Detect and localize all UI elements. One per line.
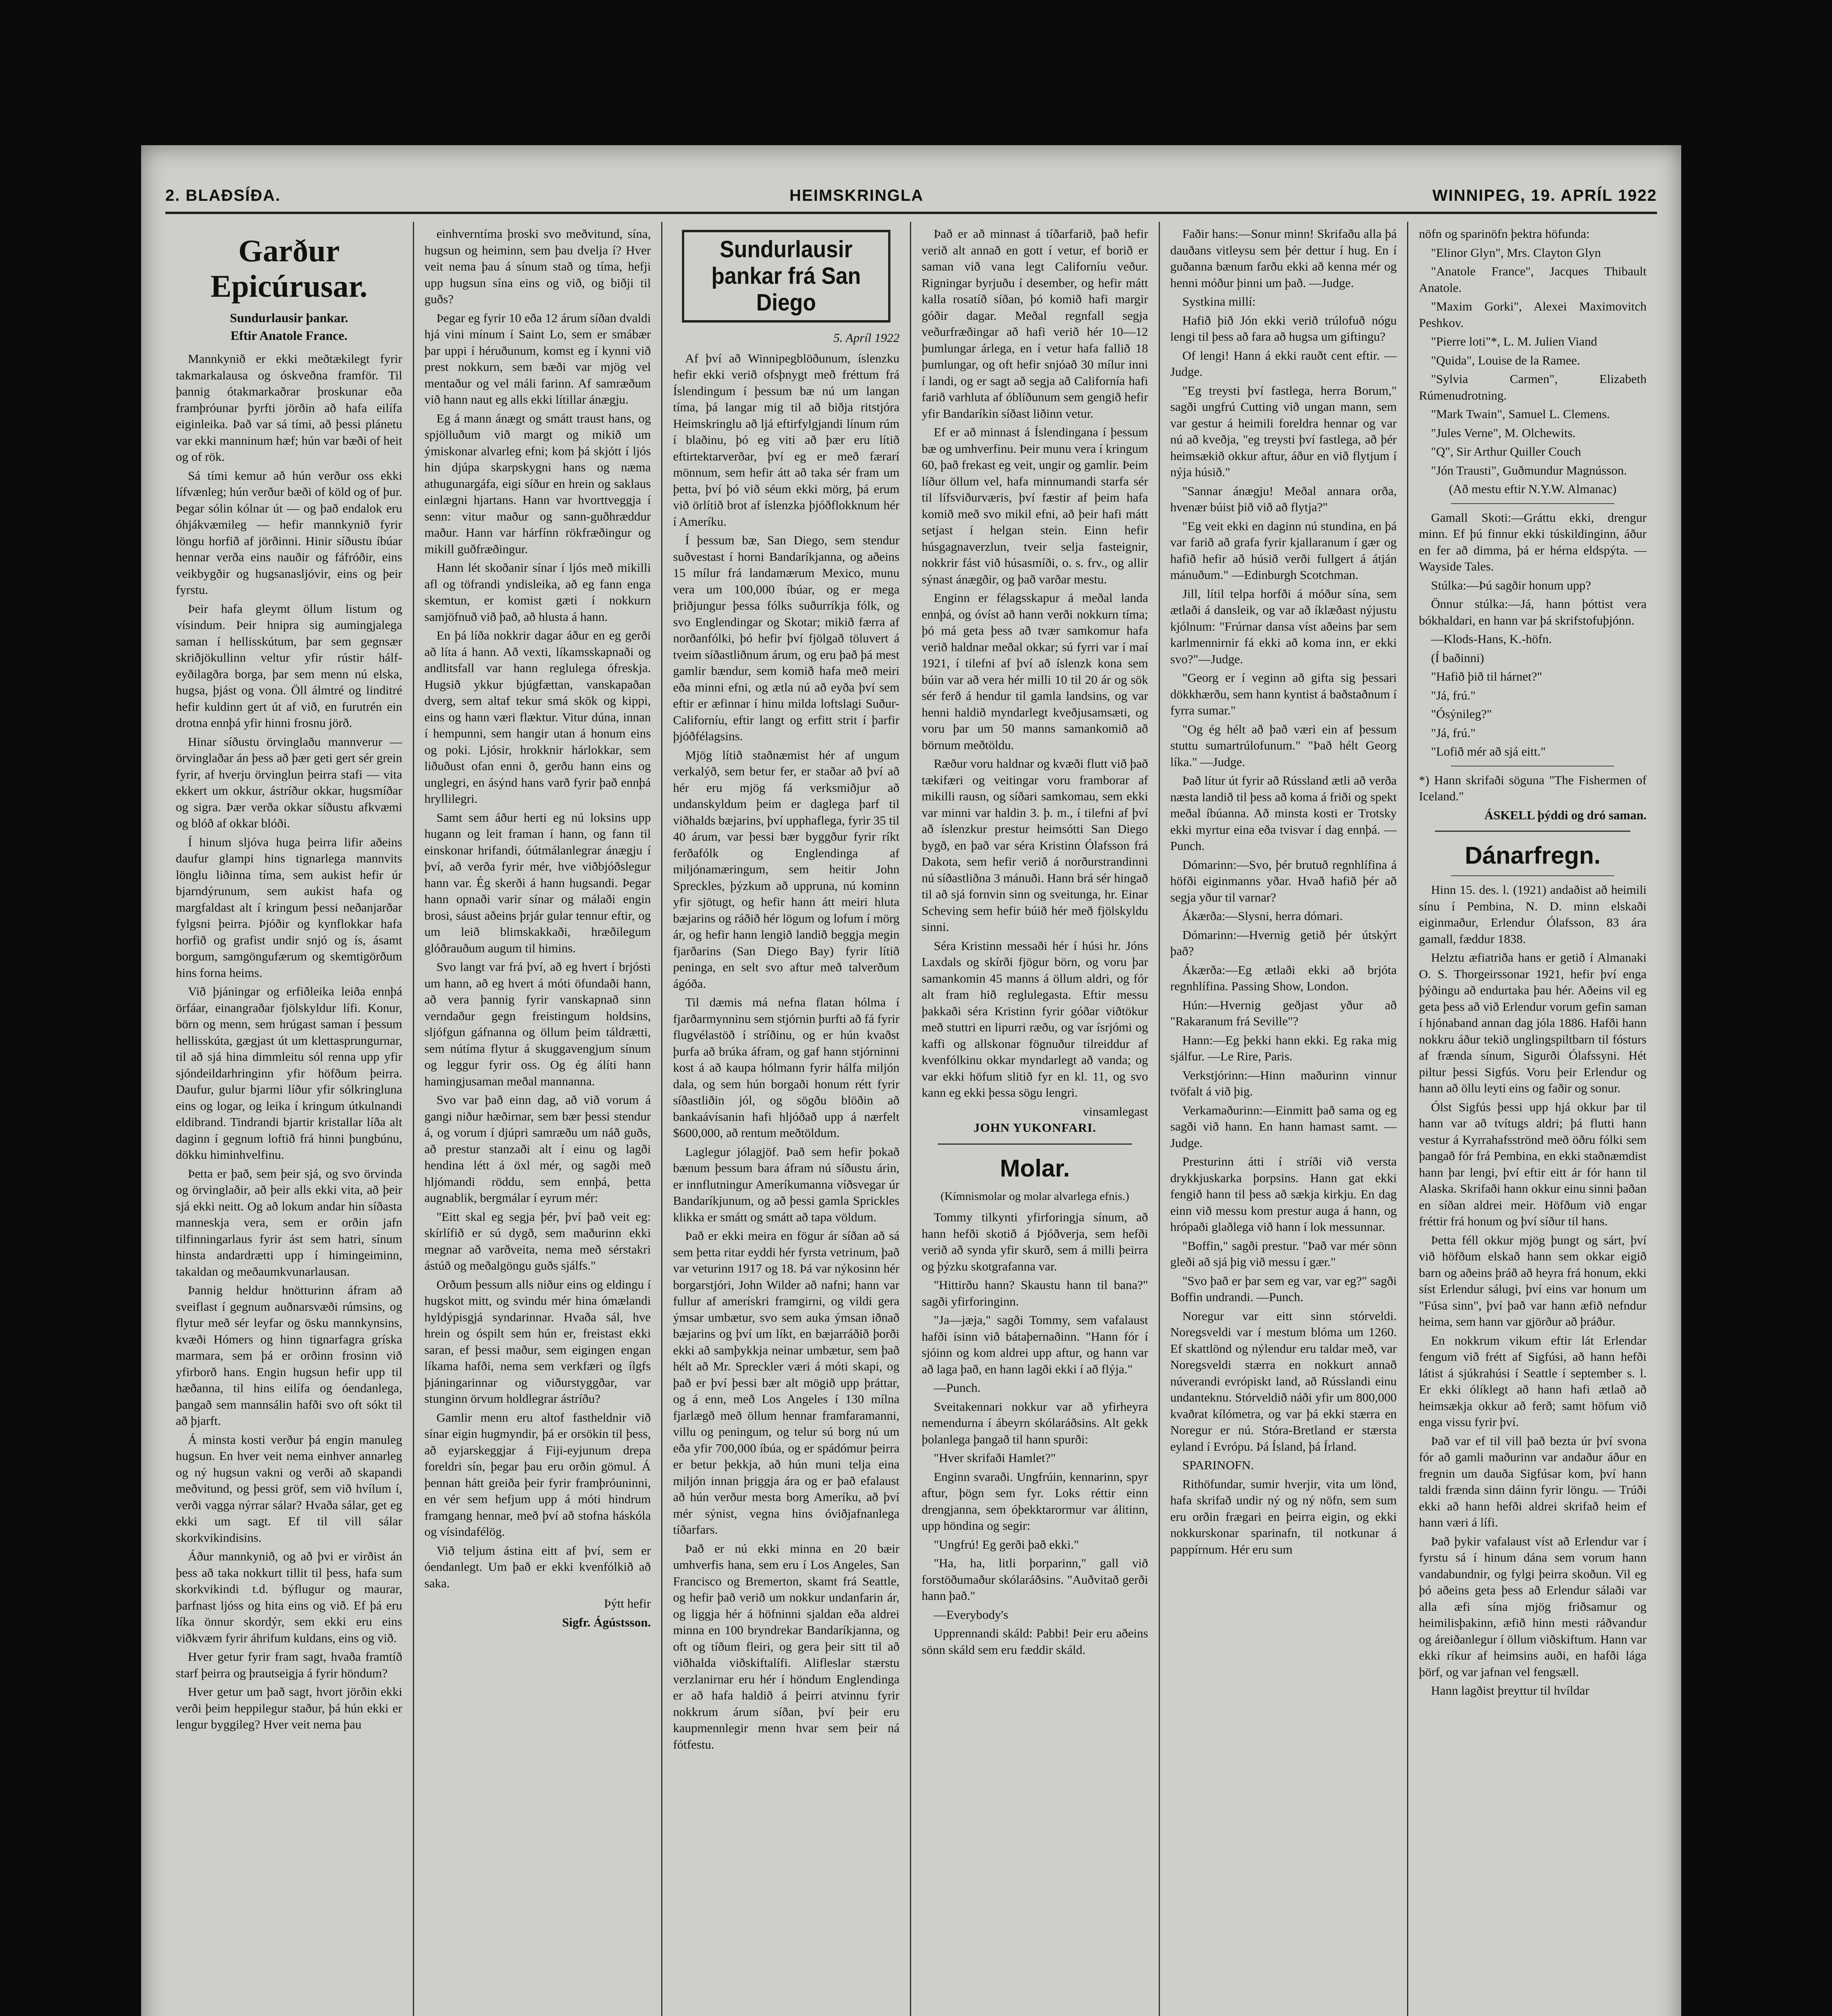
paragraph: Áður mannkynið, og að þvi er virðist án þess að taka nokkurt tillit til þess, hafa sum skorkvikindi t.d. býflugur og maurar, þarfnast ljóss og hita eins og við. Ef þá eru líka önnur skordýr, sem ekki eru eins viðkvæm fyrir áhrifum kuldans, eins og við. (176, 1549, 402, 1645)
paragraph: —Klods-Hans, K.-höfn. (1431, 632, 1552, 646)
paragraph: "Elinor Glyn", Mrs. Clayton Glyn (1431, 245, 1601, 260)
paragraph: En þá líða nokkrir dagar áður en eg gerði að líta á hann. Að vexti, líkamsskapnaði og andlitsfall var hann reglulega ófreskja. Hugsið ykkur bjúgfættan, vanskapaðan dverg, sem altaf tekur smá skök og kippi, eins og hann væri flæktur. Vitur dúna, innan í hempunni, sem hangir utan á honum eins og poki. Ljósir, hrokknir hárlokkar, sem liðuðust ofan enni ð, gerðu hann eins og unglegri, en ásýnd hans varð fyrir það ennþá hryllilegri. (424, 628, 651, 806)
paragraph: "Sylvia Carmen", Elizabeth Rúmenudrotning. (1419, 372, 1647, 402)
article-title-gardur: Garður Epicúrusar. (210, 233, 368, 304)
paragraph: "Ósýnileg?" (1431, 707, 1492, 721)
paragraph: Stúlka:—Þú sagðir honum upp? (1431, 578, 1591, 592)
paragraph: Enginn er félagsskapur á meðal landa ennþá, og óvíst að hann verði nokkurn tíma; þó má geta þess að tvær samkomur hafa verið haldnar meðal okkar; sú fyrri var í maí 1921, í tilefni af því að íslenzk kona sem búin var að vera hér milli 10 til 20 ár og sök sér ferð á hendur til gamla landsins, og var henni haldið myndarlegt kveðjusamsæti, og voru þar um 50 manns samankomið að börnum meðtöldu. (922, 591, 1148, 752)
paragraph: Það er ekki meira en fögur ár síðan að sá sem þetta ritar eyddi hér fyrsta vetrinum, það var veturinn 1917 og 18. Þá var nýkosinn hér borgarstjóri, John Wilder að nafni; hann var fullur af amerískri framgirni, og vildi gera ýmsar umbætur, svo sem auka ýmsan iðnað bæjarins og því um líkt, en bæjarráðið þorði ekki að samþykkja neinar umbætur, sem það hélt að Mr. Spreckler væri á móti skapi, og það er því þessi bær alt mögið upp þráttar, og á enn, með Los Angeles í 130 mílna fjarlægð með öllum hennar framfaramanni, villu og peningum, og telur sú borg nú um eða yfir 700,000 íbúa, og er spádómur þeirra er betur þekkja, að hún muni telja eina miljón innan þriggja ára og er það efalaust að hún verður mesta borg Ameríku, að því mér sýnist, vegna hins óviðjafnanlega tíðarfars. (673, 1229, 899, 1537)
paragraph: Ræður voru haldnar og kvæði flutt við það tækifæri og veitingar voru framborar af mikilli rausn, og síðari samkomau, sem ekki var minni var haldin 3. þ. m., í tilefni af því að íslenzkur prestur heimsótti San Diego bygð, en það var séra Kristinn Ólafsson frá Dakota, sem hefir verið á norðurstrandinni nú síðastliðna 3 mánuði. Hann brá sér hingað til að sjá fornvin sinn og sveitunga, hr. Einar Scheving sem hefir búið hér með fjölskyldu sinni. (922, 756, 1148, 934)
paragraph: Verkamaðurinn:—Einmitt það sama og eg sagði við hann. En hann hamast samt. —Judge. (1170, 1103, 1397, 1150)
signature: JOHN YUKONFARI. (973, 1120, 1096, 1135)
paragraph: Laglegur jólagjöf. Það sem hefir þokað bænum þessum bara áfram nú síðustu árin, er innflutningur Ameríkumanna víðsvegar úr Bandaríkjunum, og að þessi gamla Sprickles klikka er smátt og smátt að tapa völdum. (673, 1144, 899, 1224)
molar-body (922, 1209, 1148, 1658)
paragraph: Rithöfundar, sumir hverjir, vita um lönd, hafa skrifað undir ný og ný nöfn, sem sum eru orðin frægari en þeirra eigin, og ekki nokkurskonar sparinafn, til notkunar á pappírnum. Hér eru sum (1170, 1477, 1397, 1556)
paragraph: Það er nú ekki minna en 20 bæir umhverfis hana, sem eru í Los Angeles, San Francisco og Bremerton, skamt frá Seattle, og hefir það verið um nokkur undanfarin ár, og liggja hér á höfninni sjaldan eða aldrei minna en 100 bryndrekar Bandaríkjanna, og oft og tíðum fleiri, og gera þeir sitt til að viðhalda viðskiftalífi. Alifleslar stærstu verzlanirnar eru hér í höndum Englendinga er að hafa haldið á þeirri atvinnu fyrir nokkrum árum síðan, því þeir eru kaupmennlegir menn hvar sem þeir ná fótfestu. (673, 1541, 899, 1752)
paragraph: "Boffin," sagði prestur. "Það var mér sönn gleði að sjá þig við messu í gær." (1170, 1238, 1397, 1269)
paragraph: Þetta féll okkur mjög þungt og sárt, því við höfðum elskað hann sem okkar eigið barn og aðeins þráð að heyra frá honum, ekki síst Erlendur sálugi, því eins var honum um "Fúsa sinn", því það var hann æfið nefndur heima, sem hann var gjörður að þráður. (1419, 1233, 1647, 1329)
divider (1451, 875, 1614, 876)
paragraph: Orðum þessum alls niður eins og eldingu í hugskot mitt, og svindu mér hina ómælandi hyldýpisgjá syndarinnar. Hvaða sál, hve hrein og óspilt sem hún er, freistast ekki saran, ef þessi maður, sem eigingen engan líkama hafði, nema sem verkfæri og ílgfs þjáningarinnar og viðurstyggðar, var stunginn örvum holdlegrar ástríðu? (424, 1277, 651, 1406)
paragraph: Hinar síðustu örvinglaðu mannverur — örvinglaðar án þess að þær geti gert sér grein fyrir, af hverju örvinglun þeirra stafi — vita ekkert um okkur, ástríður okkar, hugsmíðar og sigra. Þær verða okkar síðustu afkvæmi og blóð af okkar blóði. (176, 734, 402, 830)
article-author: Eftir Anatole France. (230, 328, 348, 343)
paragraph: Það þykir vafalaust víst að Erlendur var í fyrstu sá í hinum dána sem vorum hann vandabundnir, og fylgi þeirra skoðun. Vil eg þó aðeins geta þess að Erlendur sálaði var alla æfi sína mjög friðsamur og heimilisþakinn, æfið hinn mesti ráðvandur og áreiðanlegur í öllum viðskiftum. Hann var ekki ríkur af heimsins auði, en hafði lága þörf, og var jafnan vel fengsæll. (1419, 1534, 1647, 1679)
paragraph: "Já, frú." (1431, 725, 1476, 740)
header-rule (165, 212, 1657, 214)
paragraph: Í hinum sljóva huga þeirra lifir aðeins daufur glampi hins tignarlega mannvits lönglu liðinna tíma, sem aukist hefir úr bjarndýrunum, sem aukist hafa og margfaldast alt í kringum þessi neðanjarðar fylgsni þeirra. Þjóðir og kynflokkar hafa horfið og grafist undir snjó og ís, ásamt borgum, samgöngufærum og skemtigörðum hins forna heims. (176, 835, 402, 980)
paragraph: Presturinn átti í stríði við versta drykkjuskarka þorpsins. Hann gat ekki fengið hann til þess að sækja kirkju. En dag einn við messu kom prestur auga á hann, og hrópaði glaðlega við hann í lok messunnar. (1170, 1154, 1397, 1234)
paragraph: Eg á mann ánægt og smátt traust hans, og spjölluðum við margt og mikið um ýmiskonar alvarleg efni; kom þá skjótt í ljós hin djúpa skarpskygni hans og næma athugunargáfa, eigi síður en hrein og saklaus einlægni hjartans. Hann var hvorttveggja í senn: vitur maður og sann-guðhræddur maður. Hann var hárfínn rökfræðingur og mikill guðfræðingur. (424, 411, 651, 556)
paragraph: (Í baðinni) (1431, 650, 1484, 665)
paragraph: "Georg er í veginn að gifta sig þessari dökkhærðu, sem hann kyntist á baðstaðnum í fyrra sumar." (1170, 671, 1397, 717)
paragraph: Verkstjórinn:—Hinn maðurinn vinnur tvöfalt á við þig. (1170, 1068, 1397, 1098)
jokes-body (1170, 226, 1397, 1558)
column-4 (911, 222, 1160, 2016)
page-number: 2. BLAÐSÍÐA. (165, 186, 281, 204)
paragraph: Önnur stúlka:—Já, hann þóttist vera bókhaldari, en hann var þá skrifstofuþjónn. (1419, 597, 1647, 627)
paragraph: "Jón Trausti", Guðmundur Magnússon. (1431, 463, 1627, 477)
column-2 (414, 222, 663, 2016)
paragraph: Af því að Winnipegblöðunum, íslenzku hefir ekki verið ofsþnygt með fréttum frá Íslendingum í þessum bæ nú um langan tíma, þá langar mig til að biðja ritstjóra Heimskringlu að ljá eftirfylgjandi línum rúm í blaðinu, þó eg viti að þær eru lítið eftirtektarverðar, því eg er með færarí mönnum, sem hefir átt að taka sér fram um þetta, því þó við séum ekki mörg, þá erum við örlítið brot af íslenzka þjóðflokknum hér í Ameríku. (673, 351, 899, 529)
paragraph: Hinn 15. des. l. (1921) andaðist að heimili sínu í Pembina, N. D. minn elskaði eiginmaður, Erlendur Ólafsson, 83 ára gamall, fæddur 1838. (1419, 883, 1647, 946)
paragraph: Svo var það einn dag, að við vorum á gangi niður hæðirnar, sem bær þessi stendur á, og vorum í djúpri samræðu um náð guðs, að prestur stanzaði alt í einu og lagði hendina létt á öxl mér, og sagði með hljómandi röddu, sem ennþá, þetta augnablik, bergmálar í eyrum mér: (424, 1093, 651, 1205)
paragraph: Hann:—Eg þekki hann ekki. Eg raka mig sjálfur. —Le Rire, Paris. (1170, 1033, 1397, 1063)
paragraph: Séra Kristinn messaði hér í húsi hr. Jóns Laxdals og skírði fjögur börn, og voru þar samankomin 45 manns á öllum aldri, og fór alt fram hið reglulegasta. Eftir messu þakkaði séra Kristinn fyrir góðar viðtökur með stuttri en lipurri ræðu, og var ísrjómi og kaffi og allskonar fögnuður tilreiddur af kvenfólkinu okkar myndarlegt að vanda; og var ekki höfum slitið fyr en kl. 11, og svo kann eg ekki þessa sögu lengri. (922, 938, 1148, 1100)
paragraph: Jill, lítil telpa horfði á móður sína, sem ætlaði á dansleik, og var að íklæðast nýjustu kjólnum: "Frúrnar dansa víst aðeins þar sem karlmennirnir fá ekki að koma inn, er ekki svo?"—Judge. (1170, 586, 1397, 666)
paragraph: "Q", Sir Arthur Quiller Couch (1431, 444, 1581, 458)
paragraph: Hún:—Hvernig geðjast yður að "Rakaranum frá Seville"? (1170, 998, 1397, 1028)
paragraph: "Eitt skal eg segja þér, því það veit eg: skírlífið er sú dygð, sem maðurinn ekki megnar að varðveita, nema með sérstakri ástúð og meðalgöngu guðs sjálfs." (424, 1209, 651, 1272)
paragraph: Við þjáningar og erfiðleika leiða ennþá örfáar, einangraðar fjölskyldur lífi. Konur, börn og menn, sem hrúgast saman í þessum hellisskúta, gægjast út um klettasprungurnar, til að sjá hina dimmleitu sól renna upp yfir sjóndeildarhringinn yfir höfðum þeirra. Daufur, gulur bjarmi líður yfir sólkringluna eins og logar, og leika í kringum útkulnandi eldibrand. Tindrandi bjartir kristallar líða alt daginn í gegnum loftið frá hinni þungbúnu, dökku himinhvelfinu. (176, 984, 402, 1162)
paragraph: Upprennandi skáld: Pabbi! Þeir eru aðeins sönn skáld sem eru fæddir skáld. (922, 1626, 1148, 1657)
paragraph: "Eg treysti því fastlega, herra Borum," sagði ungfrú Cutting við ungan mann, sem var gestur á heimili foreldra hennar og var nú að kveðja, "eg treysti því fastlega, að þér heimsækið okkur aftur, áður en við flytjum í nýja húsið." (1170, 383, 1397, 479)
paragraph: Þeir hafa gleymt öllum listum og vísindum. Þeir hnipra sig aumingjalega saman í hellisskútum, þar sem gegnsær skriðjökullinn veltur yfir rústir hálf-eyðilagðra borga, þar sem menn nú elska, hugsa, þjást og vona. Öll álmtré og linditré hefir kuldinn gert út af við, en furutrén ein drotna ennþá yfir hinni frosnu jörð. (176, 601, 402, 730)
paragraph: "Quida", Louise de la Ramee. (1431, 353, 1580, 367)
paragraph: Ákærða:—Slysni, herra dómari. (1182, 909, 1343, 923)
paragraph: Svo langt var frá því, að eg hvert í brjósti um hann, að eg hvert á móti öfundaði hann, að vera þannig fyrir vanskapnað sinn verndaður gegn freistingum holdsins, sljófgun gáfnanna og öllum þeim táldrætti, sem nútíma flytur á skuggavengjum sínum og leggur fyrir oss. Og ég álíti hann hamingjusaman meðal mannanna. (424, 960, 651, 1088)
greeting: vinsamlegast (1083, 1104, 1148, 1118)
article-body (176, 351, 402, 1733)
column-3 (662, 222, 911, 2016)
article-title-san-diego: Sundurlausir þankar frá San Diego (682, 230, 891, 323)
paragraph: Noregur var eitt sinn stórveldi. Noregsveldi var í mestum blóma um 1260. Ef skattlönd og nýlendur eru taldar með, var Noregsveldi stærra en nokkurt annað núverandi evrópiskt land, að Rússlandi einu undanteknu. Stórveldið náði yfir um 800,000 kvaðrat kílómetra, og var þá ekki stærra en Noregur er nú. Stóra-Bretland er stærsta eyland í Evrópu. Þá Ísland, þá Írland. (1170, 1308, 1397, 1454)
jokes-body (1419, 510, 1647, 760)
paragraph: "Svo það er þar sem eg var, var eg?" sagði Boffin undrandi. —Punch. (1170, 1273, 1397, 1304)
paragraph: "Ungfrú! Eg gerði það ekki." (934, 1537, 1079, 1552)
paragraph: Faðir hans:—Sonur minn! Skrifaðu alla þá dauðans vitleysu sem þér dettur í hug. En í guðanna bænum farðu ekki að kenna mér og henni móður þinni um það. —Judge. (1170, 227, 1397, 290)
paragraph: "Hafið þið til hárnet?" (1431, 669, 1543, 683)
paragraph: Þegar eg fyrir 10 eða 12 árum síðan dvaldi hjá vini mínum í Saint Lo, sem er smábær þar uppi í héruðunum, komst eg í kynni við prest nokkurn, sem bæði var mjög vel mentaður og vel máli farinn. Af samræðum við hann naut eg alls ekki lítillar ánægju. (424, 310, 651, 406)
paragraph: Þetta er það, sem þeir sjá, og svo örvinda og örvinglaðir, að þeir alls ekki vita, að þeir sjá ekki neitt. Og að lokum andar hin síðasta manneskja vera, sem er orðin jafn tilfinningarlaus fyrir ást sem hatri, sínum hinsta andardrætti upp í himingeiminn, takaldan og meðaumkvunarlausan. (176, 1166, 402, 1279)
paragraph: "Hittirðu hann? Skaustu hann til bana?" sagði yfirforinginn. (922, 1278, 1148, 1308)
section-note: (Kímnismolar og molar alvarlega efnis.) (940, 1189, 1129, 1203)
divider (1435, 831, 1630, 832)
column-6 (1408, 222, 1657, 2016)
paragraph: Á minsta kosti verður þá engin manuleg hugsun. En hver veit nema einhver annarleg og ný hugsun vakni og verði að skapandi meðvitund, og þessi gröf, sem við hvílum í, verði vagga nýrrar sálar? Hvaða sálar, get eg ekki um sagt. Ef til vill sálar skorkvikindisins. (176, 1432, 402, 1545)
paragraph: Mannkynið er ekki meðtækilegt fyrir takmarkalausa og óskveðna framför. Til þannig ótakmarkaðrar þroskunar eða framþróunar þyrfti jörðin að hafa eilífa eiginleika. Það var sá tími, að þessi plánetu var ekki manninum hæf; hún var bæði of heit og of rök. (176, 352, 402, 464)
paragraph: SPARINOFN. (1182, 1458, 1254, 1472)
obituary-body (1419, 882, 1647, 1699)
column-1 (165, 222, 414, 2016)
column-5 (1160, 222, 1409, 2016)
paragraph: Þannig heldur hnötturinn áfram að sveiflast í gegnum auðnarsvæði rúmsins, og flytur með sér leyfar og ösku mannkynsins, kvæði Hómers og hinn tignarfagra gríska marmara, sem þá er orðinn frosinn við yfirborð hans. Engin hugsun hefir upp til hæðanna, til hins eilífa og óendanlega, þangað sem mannsálin hafði svo oft sókt til að þjarft. (176, 1283, 402, 1428)
signature-intro: Þýtt hefir (604, 1596, 651, 1610)
paragraph: "Eg veit ekki en daginn nú stundina, en þá var farið að grafa fyrir kjallaranum í gær og hafið hefir að húsið verði fullgert á átján mánuðum." —Edinburgh Scotchman. (1170, 519, 1397, 582)
paragraph: Ólst Sigfús þessi upp hjá okkur þar til hann var að tvítugs aldri; þá flutti hann vestur á Kyrrahafsströnd með öðru fólki sem þangað fór frá Pembina, en ekki staðnæmdist hann þar lengi, því eftir eitt ár fór hann til Alaska. Skrifaði hann okkur einu sinni þaðan en síðan aldrei meir. Höfðum við engar fréttir frá honum og því síður til hans. (1419, 1100, 1647, 1228)
issue-date: WINNIPEG, 19. APRÍL 1922 (1432, 186, 1657, 204)
paragraph: Til dæmis má nefna flatan hólma í fjarðarmynninu sem stjórnin þurfti að fá fyrir flugvélastöð í stríðinu, og er hún kvaðst þurfa að brúka áfram, og gaf hann stjórninni kost á að kaupa hólmann fyrir hálfa miljón dala, og sem hún borgaði honum rétt fyrir síðastliðin jól, og sögðu blöðin að bankaávísanin hafi hljóðað upp á nærfelt $600,000, að rentum meðtöldum. (673, 995, 899, 1140)
paragraph: Gamall Skoti:—Gráttu ekki, drengur minn. Ef þú finnur ekki túskildinginn, áður en fer að dimma, þá er hérna eldspýta. —Wayside Tales. (1419, 510, 1647, 573)
paragraph: "Hver skrifaði Hamlet?" (934, 1451, 1056, 1465)
paragraph: Við teljum ástina eitt af því, sem er óendanlegt. Um það er ekki kvenfólkið að saka. (424, 1543, 651, 1590)
paragraph: "Ja—jæja," sagði Tommy, sem vafalaust hafði ísinn við bátaþernaðinn. "Hann fór í sjóinn og kom aldrei upp aftur, og hann var að laga það, en hann lagði ekki í að flýja." (922, 1313, 1148, 1376)
newspaper-page (141, 145, 1681, 2016)
paragraph: Helztu æfiatriða hans er getið í Almanaki O. S. Thorgeirssonar 1921, hefir því enga þýðingu að endurtaka þau hér. Aðeins vil eg geta þess að við Erlendur vorum gefin saman í hjónaband annan dag jóla 1886. Hafði hann nokkru áður tekið unglingspiltbarn til fósturs af frænda sínum, Sigurði Ólafssyni. Hét piltur þessi Sigfús. Voru þeir Erlendur og hann að öllu leyti eins og faðir og sonur. (1419, 950, 1647, 1095)
article-body (425, 226, 651, 1591)
divider (1451, 503, 1614, 504)
paragraph: Mjög lítið staðnæmist hér af ungum verkalýð, sem betur fer, er staðar að því að hér eru mjög fá verksmiðjur að undanskyldum þeim er daglega þarf til viðhalds bæjarins, því upphaflega, fyrir 35 til 40 árum, var þessi bær byggður fyrir ríkt ferðafólk og Englendinga af miljónamæringum, sem heitir John Spreckles, þýzkum að uppruna, nú kominn yfir sjötugt, og hefir hann átt meiri hluta bæjarins og ráðið hér lögum og lofum í mörg ár, og hefir hann lengið landið beggja megin fjarðarins (San Diego Bay) fyrir lítið peninga, en selt svo aftur með talverðum ágóða. (673, 748, 899, 991)
pen-names-list (1419, 245, 1647, 479)
divider (938, 1143, 1132, 1145)
paragraph: Hann lagðist þreyttur til hvíldar (1431, 1683, 1589, 1697)
paragraph: Það lítur út fyrir að Rússland ætli að verða næsta landið til þess að koma á friði og spekt meðal íbúanna. Að minsta kosti er Trotsky ekki myrtur eina eða tvisvar í dag ennþá. —Punch. (1170, 773, 1397, 853)
paragraph: "Pierre loti"*, L. M. Julien Viand (1431, 334, 1597, 348)
paragraph: "Mark Twain", Samuel L. Clemens. (1431, 407, 1610, 421)
paragraph: "Anatole France", Jacques Thibault Anatole. (1419, 264, 1647, 295)
paragraph: Of lengi! Hann á ekki rauðt cent eftir. —Judge. (1170, 348, 1397, 379)
paragraph: "Jules Verne", M. Olchewits. (1431, 425, 1576, 440)
paragraph: Tommy tilkynti yfirforingja sínum, að hann hefði skotið á Þjóðverja, sem hefði verið að synda yfir skurð, sem á milli þeirra og þýzku skotgrafanna var. (922, 1210, 1148, 1273)
page-header (165, 181, 1657, 210)
paragraph: Það er að minnast á tíðarfarið, það hefir verið alt annað en gott í vetur, ef borið er saman við vana legt Californíu veður. Rigningar byrjuðu í desember, og hefir mátt kalla rosatíð síðan, þó komið hafi margir góðir dagar. Meðal regnfall segja veðurfræðingar að hafi verið hér 10—12 þumlungar árlega, en í vetur hafa fallið 18 þumlungar, og oft hefir snjóað 30 mílur inni í landi, og er sagt að segja að Californía hafi farið varhluta af óblíðunum sem gengið hefir yfir Bandaríkin síðast liðinn vetur. (922, 227, 1148, 421)
section-title-molar: Molar. (1000, 1154, 1070, 1182)
paragraph: einhverntíma þroski svo meðvitund, sína, hugsun og heiminn, sem þau dvelja í? Hver veit nema þau á sínum stað og tíma, hefji upp hugsun sína eins og við, og biðji til guðs? (424, 227, 651, 306)
paragraph: —Everybody's (934, 1607, 1008, 1622)
paragraph: Sá tími kemur að hún verður oss ekki lífvænleg; hún verður bæði of köld og of þur. Þegar sólin kólnar út — og það endalok eru óhjákvæmileg — hefir mannkynið fyrir löngu horfið af jörðinni. Hinir síðustu íbúar hennar verða eins nauðir og fáfróðir, eins veikbygðir og hugsanasljóvir, eins og þeir fyrstu. (176, 468, 402, 597)
article-body (922, 226, 1148, 1101)
paragraph: "Ha, ha, litli þorparinn," gall við forstöðumaður skólaráðsins. "Auðvitað gerði hann það." (922, 1556, 1148, 1603)
paragraph: "Maxim Gorki", Alexei Maximovitch Peshkov. (1419, 299, 1647, 330)
paragraph: Dómarinn:—Svo, þér brutuð regnhlífina á höfði eiginmanns yðar. Hvað hafið þér að segja yður til varnar? (1170, 857, 1397, 904)
paragraph: Dómarinn:—Hvernig getið þér útskýrt það? (1170, 927, 1397, 958)
paragraph: Samt sem áður herti eg nú loksins upp hugann og leit framan í hann, og fann til einskonar hrifandi, óútmálanlegrar ánægju í því, að verða fyrir mér, hve viðbjóðslegur hann var. Ég skerði á hann hugsandi. Þegar hann opnaði varir sínar og málaði engin brosi, sáust aðeins þrjár gular tennur eftir, og um leið blimskakkaði, hræðilegum glóðrauðum augum til himins. (424, 810, 651, 955)
paragraph: Það var ef til vill það bezta úr því svona fór að gamli maðurinn var andaður áður en fregnin um dauða Sigfúsar kom, því hann taldi frænda sinn dáinn fyrir löngu. — Trúði ekki að hann hefði aldrei skrifað heim ef hann væri á lífi. (1419, 1433, 1647, 1529)
footnote-signature: ÁSKELL þýddi og dró saman. (1484, 808, 1647, 822)
paragraph: "Lofið mér að sjá eitt." (1431, 744, 1546, 758)
dateline: 5. Apríl 1922 (833, 331, 899, 345)
paragraph: Sveitakennari nokkur var að yfirheyra nemendurna í ábeyrn skólaráðsins. Alt gekk þolanlega þangað til hann spurði: (922, 1399, 1148, 1446)
paragraph: Gamlir menn eru altof fastheldnir við sínar eigin hugmyndir, þá er orsökin til þess, að eyjarskeggjar á Fiji-eyjunum drepa foreldri sín, þegar þau eru orðin gömul. Á þennan hátt greiða þeir fyrir framþróuninni, en vér sem hefjum upp á móti hindrum framgang hennar, með því að stofna háskóla og vísindafélög. (424, 1410, 651, 1539)
paragraph: Hver getur um það sagt, hvort jörðin ekki verði þeim heppilegur staður, þá hún ekki er lengur byggileg? Hver veit nema þau (176, 1685, 402, 1731)
pen-names-source: (Að mestu eftir N.Y.W. Almanac) (1449, 482, 1617, 496)
paragraph: Ef er að minnast á Íslendingana í þessum bæ og umhverfinu. Þeir munu vera í kringum 60, það frekast eg veit, ungir og gamlir. Þeim líður öllum vel, hafa minnumandi starfa sér til lífsviðurværis, því fæstir af þeim hafa komið með svo mikil efni, að þeir hafi mátt setjast í helgan stein. Einn hefir húsgagnaverzlun, tveir selja fasteignir, nokkrir fást við húsasmíði, o. s. frv., og allir sýnast ánægðir, og það varðar mestu. (922, 425, 1148, 586)
paragraph: Systkina millí: (1182, 294, 1256, 308)
columns (165, 222, 1657, 2016)
paragraph: Hann lét skoðanir sínar í ljós með mikilli afl og töfrandi yndisleika, að eg fann enga skemtun, er komist gæti í nokkurn samjöfnuð við það, að hlusta á hann. (424, 560, 651, 624)
paragraph: Hver getur fyrir fram sagt, hvaða framtíð starf þeirra og þrautseigja á fyrir höndum? (176, 1649, 402, 1680)
masthead: HEIMSKRINGLA (789, 186, 924, 204)
paragraph: Enginn svaraði. Ungfrúin, kennarinn, spyr aftur, þögn sem fyr. Loks réttir einn drengjanna, sem óþekktarormur var álitinn, upp höndina og segir: (922, 1469, 1148, 1533)
paragraph: Ákærða:—Eg ætlaði ekki að brjóta regnhlífina. Passing Show, London. (1170, 962, 1397, 993)
paragraph: "Sannar ánægju! Meðal annara orða, hvenær búist þið við að flytja?" (1170, 483, 1397, 514)
paragraph: En nokkrum vikum eftir lát Erlendar fengum við frétt af Sigfúsi, að hann hefði látist á sjúkrahúsi í Seattle í september s. l. Er ekki ólíklegt að hann hafi ætlað að heimsækja okkur að ferð; samt höfum við enga vissu fyrir því. (1419, 1333, 1647, 1429)
pen-names-intro: nöfn og sparinöfn þektra höfunda: (1419, 227, 1590, 241)
article-body (673, 350, 899, 1753)
section-title-obituary: Dánarfregn. (1465, 842, 1601, 869)
paragraph: —Punch. (934, 1381, 981, 1395)
paragraph: Hafið þið Jón ekki verið trúlofuð nógu lengi til þess að fara að hugsa um giftingu? (1170, 313, 1397, 344)
paragraph: Í þessum bæ, San Diego, sem stendur suðvestast í horni Bandaríkjanna, og aðeins 15 mílur frá landamærum Mexico, munu vera um 100,000 íbúar, og er mega þriðjungur þessa fólks suðurríkja fólk, og svo Englendingar og Skotar; mikið færra af norðanfólki, þó hefir því fjölgað töluvert á tveim síðastliðnum árum, og eru það þá mest gamlir bændur, sem komið hafa með meiri eða minni efni, og ætla nú að eyða því sem eftir er æfinnar í hinu milda loftslagi Suður-Californíu, eftir langt og erfitt strit í þarfir þjóðfélagsins. (673, 533, 899, 743)
article-subtitle: Sundurlausir þankar. (230, 310, 348, 325)
signature: Sigfr. Ágústsson. (562, 1615, 651, 1629)
footnote: *) Hann skrifaði söguna "The Fishermen of Iceland." (1419, 773, 1647, 803)
paragraph: "Og ég hélt að það væri ein af þessum stuttu sumartrúlofunum." "Það hélt Georg líka." —Judge. (1170, 722, 1397, 769)
paragraph: "Já, frú." (1431, 688, 1476, 702)
